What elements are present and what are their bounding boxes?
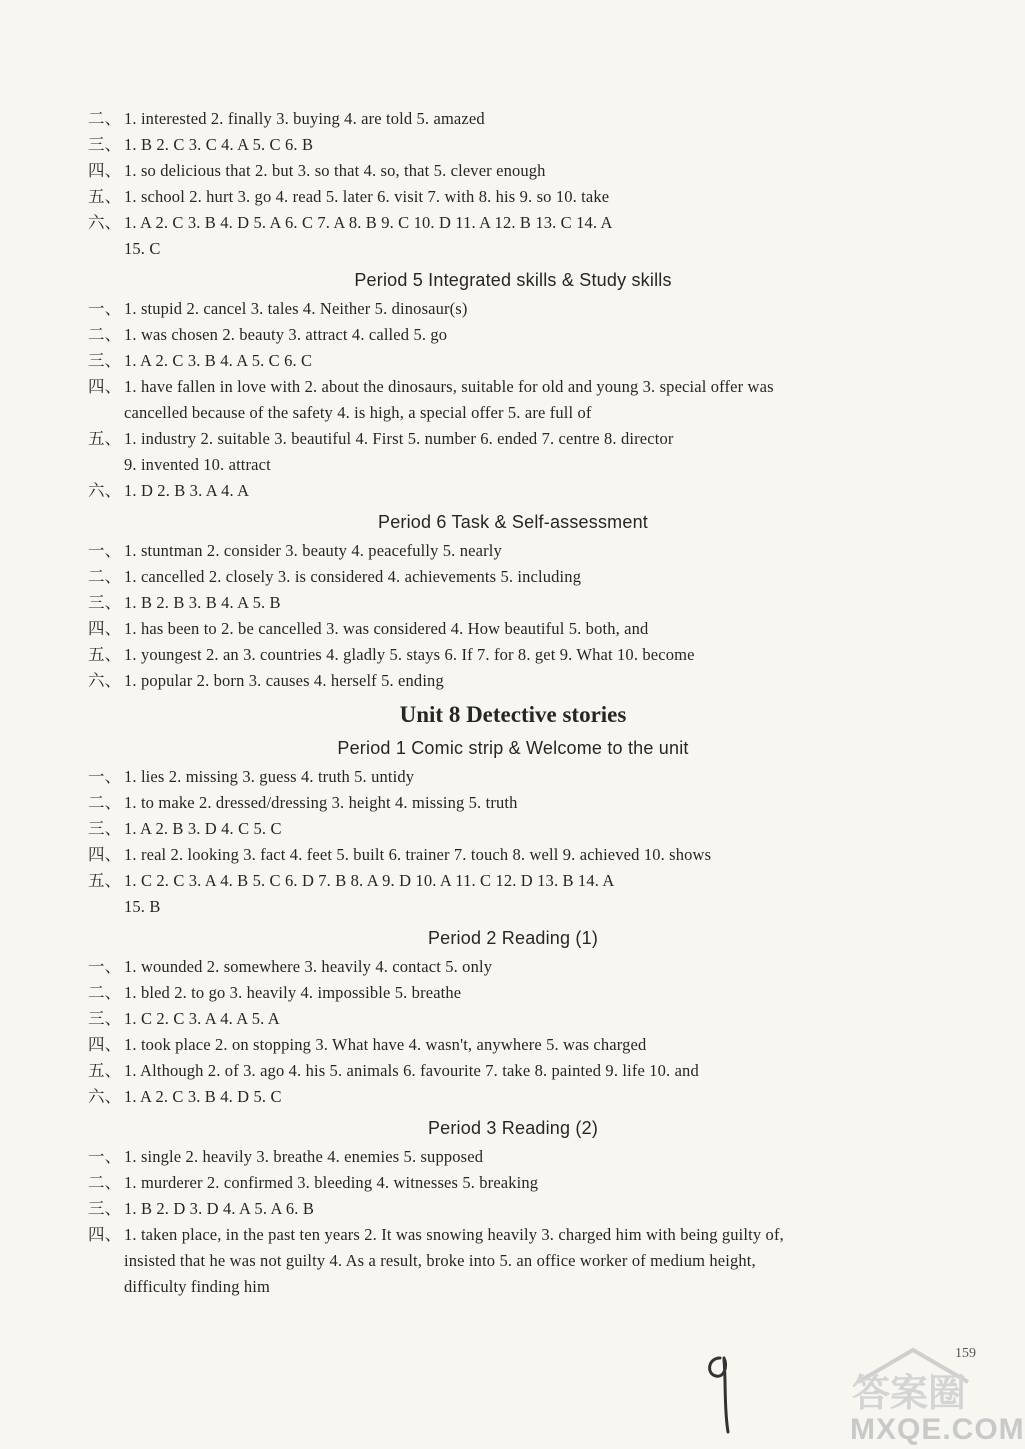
answer-text: 1. was chosen 2. beauty 3. attract 4. called 5. go xyxy=(124,325,448,344)
answer-text: 1. stuntman 2. consider 3. beauty 4. peacefully 5. nearly xyxy=(124,541,502,560)
section-number: 四、 xyxy=(88,161,122,180)
answer-line xyxy=(88,790,938,816)
answer-line xyxy=(88,210,938,236)
answer-text: 1. has been to 2. be cancelled 3. was considered 4. How beautiful 5. both, and xyxy=(124,619,649,638)
section-number: 三、 xyxy=(88,351,122,370)
section-number: 一、 xyxy=(88,541,122,560)
answer-text: 1. youngest 2. an 3. countries 4. gladly 5. stays 6. If 7. for 8. get 9. What 10. become xyxy=(124,645,695,664)
section-number: 四、 xyxy=(88,1035,122,1054)
answer-text: 1. so delicious that 2. but 3. so that 4. so, that 5. clever enough xyxy=(124,161,546,180)
section-number: 一、 xyxy=(88,299,122,318)
answer-text: 1. real 2. looking 3. fact 4. feet 5. built 6. trainer 7. touch 8. well 9. achieved 10. shows xyxy=(124,845,712,864)
answer-text: 1. murderer 2. confirmed 3. bleeding 4. witnesses 5. breaking xyxy=(124,1173,539,1192)
answer-text: 1. A 2. C 3. B 4. A 5. C 6. C xyxy=(124,351,313,370)
answer-line xyxy=(88,1196,938,1222)
section-number: 五、 xyxy=(88,429,122,448)
answer-line xyxy=(88,348,938,374)
answer-continuation: 15. B xyxy=(124,897,161,916)
section-number: 三、 xyxy=(88,1199,122,1218)
answer-text: 1. to make 2. dressed/dressing 3. height 4. missing 5. truth xyxy=(124,793,518,812)
section-number: 二、 xyxy=(88,325,122,344)
section-number: 六、 xyxy=(88,1087,122,1106)
answer-text: 1. B 2. C 3. C 4. A 5. C 6. B xyxy=(124,135,314,154)
section-number: 二、 xyxy=(88,109,122,128)
answer-continuation: difficulty finding him xyxy=(124,1277,270,1296)
answer-text: 1. popular 2. born 3. causes 4. herself 5. ending xyxy=(124,671,444,690)
answer-line xyxy=(88,868,938,894)
answer-line xyxy=(88,478,938,504)
answer-line xyxy=(88,764,938,790)
answer-text: 1. A 2. C 3. B 4. D 5. A 6. C 7. A 8. B 9. C 10. D 11. A 12. B 13. C 14. A xyxy=(124,213,613,232)
answer-text: 1. bled 2. to go 3. heavily 4. impossible 5. breathe xyxy=(124,983,462,1002)
section-number: 三、 xyxy=(88,135,122,154)
section-number: 六、 xyxy=(88,213,122,232)
section-number: 五、 xyxy=(88,1061,122,1080)
answer-line xyxy=(88,374,938,400)
section-number: 二、 xyxy=(88,983,122,1002)
handwritten-mark xyxy=(700,1352,760,1447)
answer-text: 1. B 2. D 3. D 4. A 5. A 6. B xyxy=(124,1199,315,1218)
answer-line xyxy=(88,842,938,868)
answer-line xyxy=(88,1222,938,1248)
svg-text:答案圈: 答案圈 xyxy=(852,1371,967,1415)
answer-line xyxy=(88,184,938,210)
section-number: 五、 xyxy=(88,871,122,890)
answer-line xyxy=(88,816,938,842)
answer-line xyxy=(88,642,938,668)
section-number: 二、 xyxy=(88,1173,122,1192)
section-number: 三、 xyxy=(88,819,122,838)
answer-page xyxy=(88,106,938,1300)
section-number: 三、 xyxy=(88,593,122,612)
answer-line xyxy=(88,296,938,322)
answer-text: 1. industry 2. suitable 3. beautiful 4. First 5. number 6. ended 7. centre 8. director xyxy=(124,429,674,448)
section-number: 四、 xyxy=(88,619,122,638)
answer-text: 1. D 2. B 3. A 4. A xyxy=(124,481,250,500)
answer-text: 1. C 2. C 3. A 4. A 5. A xyxy=(124,1009,280,1028)
answer-line xyxy=(88,980,938,1006)
section-number: 一、 xyxy=(88,957,122,976)
page-number: 159 xyxy=(955,1346,976,1361)
answer-text: 1. B 2. B 3. B 4. A 5. B xyxy=(124,593,281,612)
section-number: 四、 xyxy=(88,845,122,864)
answer-text: 1. taken place, in the past ten years 2. It was snowing heavily 3. charged him with being guilty of, xyxy=(124,1225,784,1244)
section-number: 六、 xyxy=(88,671,122,690)
section-number: 六、 xyxy=(88,481,122,500)
answer-text: 1. A 2. B 3. D 4. C 5. C xyxy=(124,819,282,838)
watermark-logo xyxy=(838,1342,988,1419)
period-heading: Period 1 Comic strip & Welcome to the unit xyxy=(337,738,689,758)
period-heading: Period 5 Integrated skills & Study skills xyxy=(354,270,672,290)
answer-line xyxy=(88,106,938,132)
answer-continuation: insisted that he was not guilty 4. As a result, broke into 5. an office worker of medium height, xyxy=(124,1251,756,1270)
answer-line xyxy=(88,426,938,452)
period-heading: Period 6 Task & Self-assessment xyxy=(378,512,648,532)
answer-text: 1. have fallen in love with 2. about the dinosaurs, suitable for old and young 3. special offer was xyxy=(124,377,774,396)
answer-text: 1. school 2. hurt 3. go 4. read 5. later 6. visit 7. with 8. his 9. so 10. take xyxy=(124,187,610,206)
answer-text: 1. A 2. C 3. B 4. D 5. C xyxy=(124,1087,282,1106)
answer-text: 1. stupid 2. cancel 3. tales 4. Neither 5. dinosaur(s) xyxy=(124,299,468,318)
section-number: 二、 xyxy=(88,793,122,812)
answer-line xyxy=(88,1006,938,1032)
watermark-text: MXQE.COM xyxy=(850,1413,1025,1446)
section-number: 五、 xyxy=(88,645,122,664)
answer-text: 1. single 2. heavily 3. breathe 4. enemies 5. supposed xyxy=(124,1147,484,1166)
answer-line xyxy=(88,954,938,980)
answer-line xyxy=(88,668,938,694)
section-number: 三、 xyxy=(88,1009,122,1028)
answer-line xyxy=(88,1084,938,1110)
answer-text: 1. lies 2. missing 3. guess 4. truth 5. untidy xyxy=(124,767,415,786)
answer-line xyxy=(88,1058,938,1084)
unit-heading: Unit 8 Detective stories xyxy=(399,702,627,727)
section-number: 四、 xyxy=(88,1225,122,1244)
answer-line xyxy=(88,564,938,590)
section-number: 二、 xyxy=(88,567,122,586)
answer-continuation: 9. invented 10. attract xyxy=(124,455,271,474)
period-heading: Period 2 Reading (1) xyxy=(427,928,599,948)
answer-text: 1. Although 2. of 3. ago 4. his 5. animals 6. favourite 7. take 8. painted 9. life 10. and xyxy=(124,1061,699,1080)
answer-line xyxy=(88,132,938,158)
answer-line xyxy=(88,616,938,642)
period-heading: Period 3 Reading (2) xyxy=(427,1118,599,1138)
answer-continuation: 15. C xyxy=(124,239,161,258)
answer-text: 1. C 2. C 3. A 4. B 5. C 6. D 7. B 8. A 9. D 10. A 11. C 12. D 13. B 14. A xyxy=(124,871,615,890)
section-number: 五、 xyxy=(88,187,122,206)
answer-continuation: cancelled because of the safety 4. is high, a special offer 5. are full of xyxy=(124,403,592,422)
answer-text: 1. cancelled 2. closely 3. is considered 4. achievements 5. including xyxy=(124,567,582,586)
answer-line xyxy=(88,1032,938,1058)
section-number: 一、 xyxy=(88,1147,122,1166)
answer-line xyxy=(88,1170,938,1196)
answer-text: 1. interested 2. finally 3. buying 4. are told 5. amazed xyxy=(124,109,485,128)
section-number: 一、 xyxy=(88,767,122,786)
section-number: 四、 xyxy=(88,377,122,396)
answer-line xyxy=(88,590,938,616)
answer-text: 1. took place 2. on stopping 3. What have 4. wasn't, anywhere 5. was charged xyxy=(124,1035,647,1054)
answer-line xyxy=(88,158,938,184)
answer-line xyxy=(88,1144,938,1170)
answer-line xyxy=(88,538,938,564)
answer-text: 1. wounded 2. somewhere 3. heavily 4. contact 5. only xyxy=(124,957,493,976)
answer-line xyxy=(88,322,938,348)
